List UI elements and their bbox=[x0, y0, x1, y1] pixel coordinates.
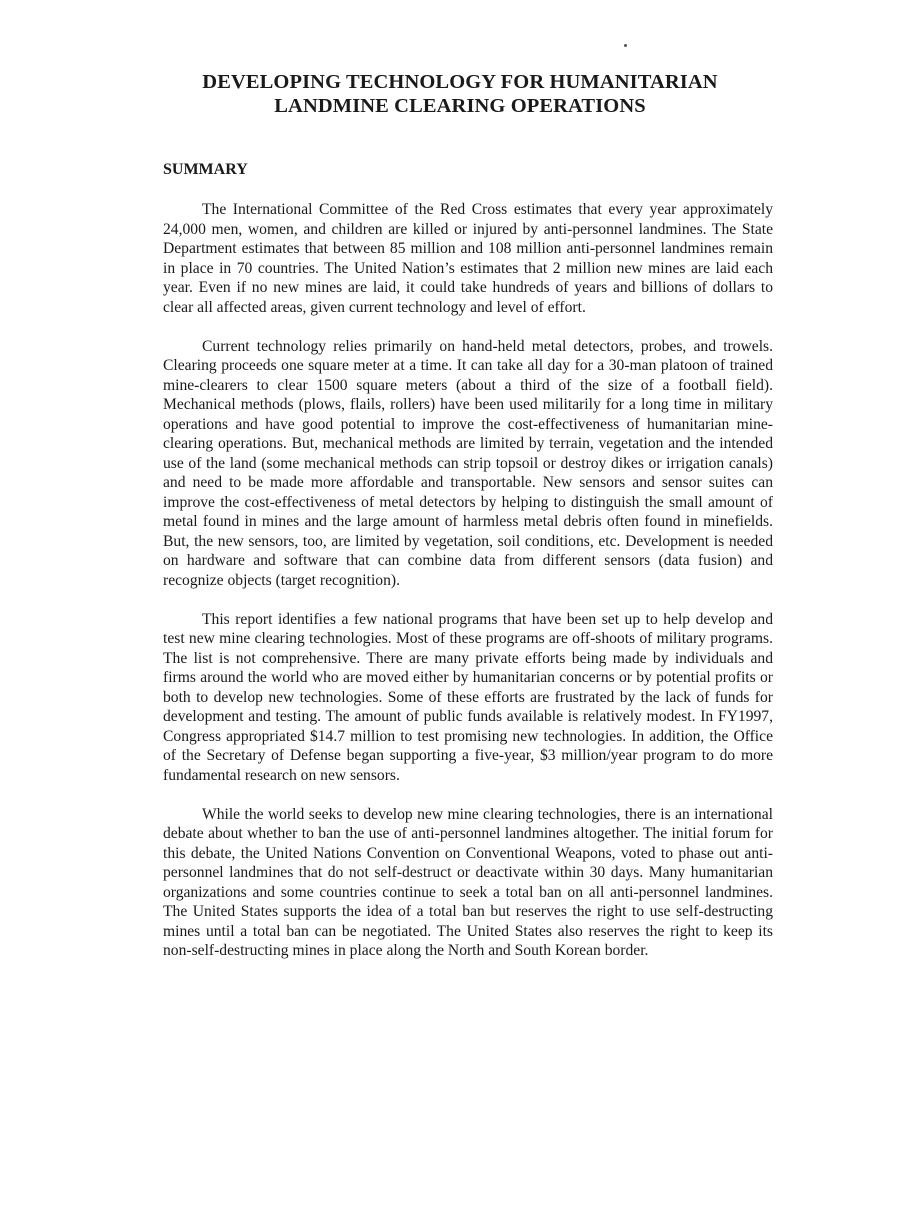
paragraph-1: The International Committee of the Red Cross estimates that every year approximately 24,000 men, women, and children are killed or injured by anti-personnel landmines. The State Department estimates that between 85 million and 108 million anti-personnel landmines remain in place in 70 countries. The United Nation’s estimates that 2 million new mines are laid each year. Even if no new mines are laid, it could take hundreds of years and billions of dollars to clear all affected areas, given current technology and level of effort. bbox=[163, 201, 773, 316]
summary-heading: SUMMARY bbox=[163, 161, 248, 178]
title-line-2: LANDMINE CLEARING OPERATIONS bbox=[274, 95, 646, 117]
paragraph-3: This report identifies a few national programs that have been set up to help develop and test new mine clearing technologies. Most of these programs are off-shoots of military programs. The list is not comprehensive. There are many private efforts being made by individuals and firms around the world who are moved either by humanitarian concerns or by potential profits or both to develop new technologies. Some of these efforts are frustrated by the lack of funds for development and testing. The amount of public funds available is relatively modest. In FY1997, Congress appropriated $14.7 million to test promising new technologies. In addition, the Office of the Secretary of Defense began supporting a five-year, $3 million/year program to do more fundamental research on new sensors. bbox=[163, 610, 773, 784]
paragraph-4: While the world seeks to develop new mine clearing technologies, there is an international debate about whether to ban the use of anti-personnel landmines altogether. The initial forum for this debate, the United Nations Convention on Conventional Weapons, voted to phase out anti-personnel landmines that do not self-destruct or deactivate within 30 days. Many humanitarian organizations and some countries continue to seek a total ban on all anti-personnel landmines. The United States supports the idea of a total ban but reserves the right to use self-destructing mines until a total ban can be negotiated. The United States also reserves the right to keep its non-self-destructing mines in place along the North and South Korean border. bbox=[163, 805, 773, 959]
document-title bbox=[150, 70, 770, 118]
summary-body bbox=[163, 200, 773, 980]
title-line-1: DEVELOPING TECHNOLOGY FOR HUMANITARIAN bbox=[202, 71, 718, 93]
scan-speck bbox=[624, 44, 627, 47]
paragraph-2: Current technology relies primarily on hand-held metal detectors, probes, and trowels. Clearing proceeds one square meter at a time. It can take all day for a 30-man platoon of trained mine-clearers to clear 1500 square meters (about a third of the size of a football field). Mechanical methods (plows, flails, rollers) have been used militarily for a long time in military operations and have good potential to improve the cost-effectiveness of humanitarian mine-clearing operations. But, mechanical methods are limited by terrain, vegetation and the intended use of the land (some mechanical methods can strip topsoil or destroy dikes or irrigation canals) and need to be made more affordable and transportable. New sensors and sensor suites can improve the cost-effectiveness of metal detectors by helping to distinguish the small amount of metal found in mines and the large amount of harmless metal debris often found in minefields. But, the new sensors, too, are limited by vegetation, soil conditions, etc. Development is needed on hardware and software that can combine data from different sensors (data fusion) and recognize objects (target recognition). bbox=[163, 337, 773, 589]
